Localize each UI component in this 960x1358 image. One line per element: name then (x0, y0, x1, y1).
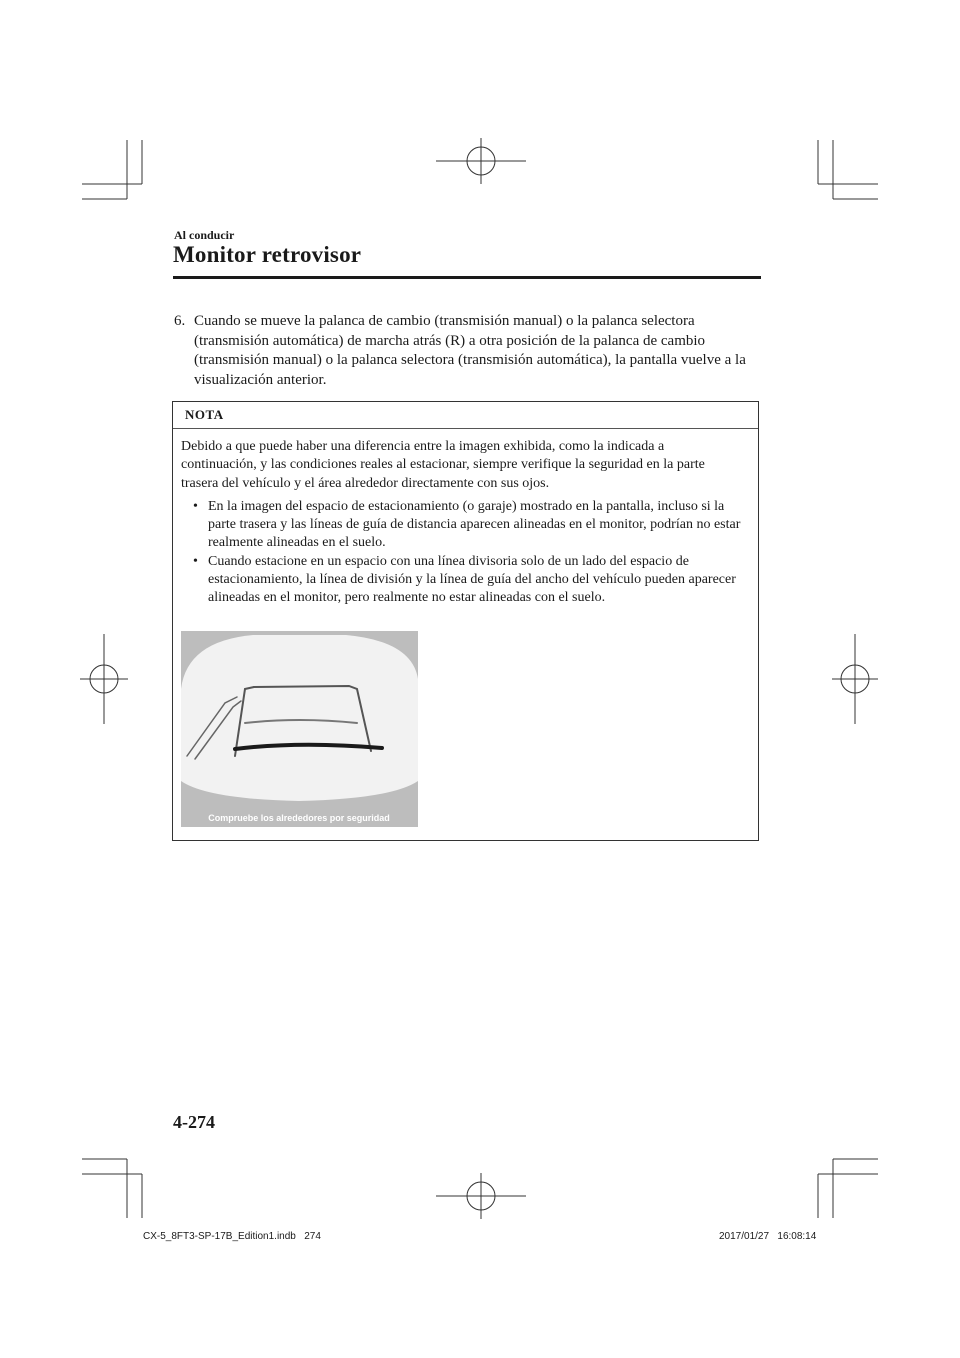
step-text: Cuando se mueve la palanca de cambio (transmisión manual) o la palanca selectora (transmisión automática) de marcha atrás (R) a otra posición de la palanca de cambio (transmisión manual) o la palanca selectora (transmisión automática), la pantalla vuelve a la visualización anterior. (194, 313, 746, 388)
step-item (174, 312, 766, 390)
page-title: Monitor retrovisor (173, 242, 362, 267)
note-bullet-list (181, 498, 750, 608)
section-label: Al conducir (174, 228, 235, 242)
note-bullet (181, 553, 753, 608)
bullet-icon: • (193, 498, 198, 514)
camera-caption: Compruebe los alrededores por seguridad (208, 813, 390, 823)
step-number: 6. (174, 313, 186, 329)
bullet-icon: • (193, 553, 198, 569)
rear-camera-illustration (181, 631, 418, 827)
note-intro: Debido a que puede haber una diferencia entre la imagen exhibida, como la indicada a continuación, y las condiciones reales al estacionar, siempre verifique la seguridad en la parte trasera del vehículo y el área alrededor directamente con sus ojos. (181, 439, 705, 491)
footer-timestamp: 2017/01/27 16:08:14 (719, 1231, 817, 1242)
note-body (173, 429, 758, 608)
page-number: 4-274 (173, 1112, 215, 1132)
camera-view-area (181, 635, 418, 801)
note-bullet-text: En la imagen del espacio de estacionamiento (o garaje) mostrado en la pantalla, incluso si la parte trasera y las líneas de guía de distancia aparecen alineadas en el monitor, podrían no estar realmente alineadas en el suelo. (208, 498, 741, 551)
note-bullet-text: Cuando estacione en un espacio con una línea divisoria solo de un lado del espacio de estacionamiento, la línea de división y la línea de guía del ancho del vehículo pueden aparecer alineadas en el monitor, pero realmente no estar alineadas con el suelo. (208, 553, 736, 606)
title-rule (173, 276, 761, 279)
note-label: NOTA (173, 402, 758, 429)
note-bullet (181, 498, 753, 553)
footer-file-info: CX-5_8FT3-SP-17B_Edition1.indb 274 (143, 1231, 321, 1242)
